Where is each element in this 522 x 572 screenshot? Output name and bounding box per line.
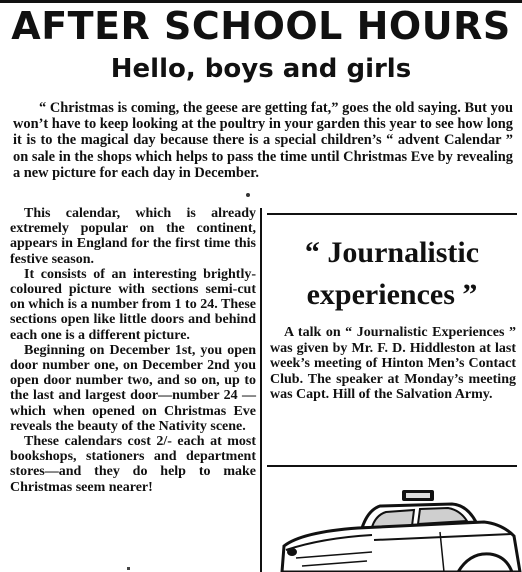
article-body [10,206,256,495]
ink-dot [246,193,250,197]
intro-paragraph: “ Christmas is coming, the geese are getting fat,” goes the old saying. But you won’t have to keep looking at the poultry in your garden this year to see how long it is to the magical day because there is a special children’s “ advent Calendar ” on sale in the shops which helps to pass the time until Christmas Eve by revealing a new picture for each day in December. [13,100,513,181]
sidebar-text: A talk on “ Journalistic Experiences ” was given by Mr. F. D. Hiddleston at last week’s meeting of Hinton Men’s Contact Club. The speaker at Monday’s meeting was Capt. Hill of the Salvation Army. [270,325,516,403]
sidebar-top-rule [267,213,517,215]
body-paragraph: It consists of an interesting brightly-coloured picture with sections semi-cut on which is a number from 1 to 24. These sections open like little doors and behind each one is a different picture. [10,266,256,343]
body-paragraph: This calendar, which is already extremely popular on the continent, appears in England for the first time this festive season. [10,206,256,267]
ink-mark [127,567,130,570]
headline: AFTER SCHOOL HOURS [11,4,511,48]
car-illustration [262,488,522,572]
body-paragraph: Beginning on December 1st, you open door number one, on December 2nd you open door number two, and so on, up to the last and largest door—number 24 — which when opened on Christmas Eve reveals the beauty of the Nativity scene. [10,342,256,434]
subhead: Hello, boys and girls [110,54,412,84]
body-paragraph: These calendars cost 2/- each at most bookshops, stationers and department stores—and they do help to make Christmas seem nearer! [10,434,256,495]
sidebar-title: “ Journalistic experiences ” [304,236,480,311]
top-rule [0,0,522,3]
sidebar-bottom-rule [267,465,517,467]
